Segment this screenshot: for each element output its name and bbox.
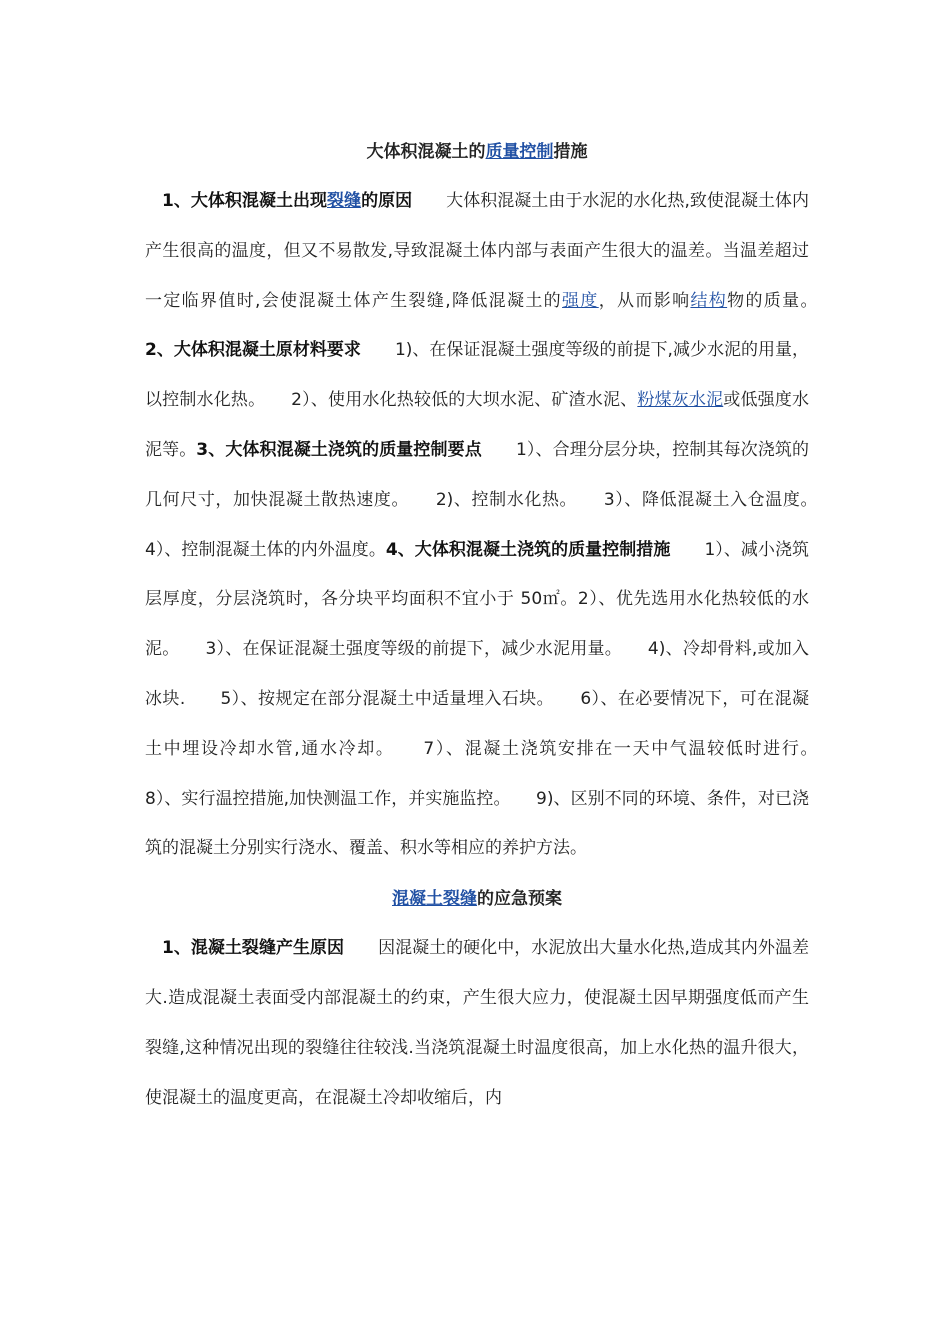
heading-crack-origin: 1、混凝土裂缝产生原因 bbox=[162, 938, 345, 959]
section-title-emergency-plan bbox=[145, 874, 809, 924]
section2-body bbox=[145, 924, 809, 1123]
body-text: 大体积混凝土由于水泥的水化热,致使混凝土体内产生很高的温度，但又不易散发,导致混凝土体内部与表面产生很大的温差。当温差超过一定临界值时,会使混凝土体产生裂缝,降低混凝土的 bbox=[145, 191, 809, 311]
title-text: 的应急预案 bbox=[477, 889, 562, 910]
link-structure[interactable]: 结构 bbox=[690, 290, 728, 311]
heading-crack-cause: 1、大体积混凝土出现裂缝的原因 bbox=[162, 191, 413, 211]
title-text: 大体积混凝土的 bbox=[366, 142, 486, 162]
body-text: 1)、在保证混凝土强度等级的前提下,减少水泥的用量，以控制水化热。 2）、使用水化热较低的大坝水泥、矿渣水泥、 bbox=[145, 340, 809, 411]
heading-pouring-measures: 4、大体积混凝土浇筑的质量控制措施 bbox=[385, 539, 671, 560]
title-text: 措施 bbox=[553, 142, 588, 162]
link-concrete-crack[interactable]: 混凝土裂缝 bbox=[392, 889, 477, 910]
section1-body bbox=[145, 177, 843, 874]
document-page bbox=[145, 127, 843, 1123]
body-text: 1）、合理分层分块，控制其每次浇筑的几何尺寸，加快混凝土散热速度。 2)、控制水化热。 3）、降低混凝土入仓温度。 4）、控制混凝土体的内外温度。 bbox=[145, 439, 843, 560]
link-quality-control[interactable]: 质量控制 bbox=[485, 142, 554, 162]
link-flyash-cement[interactable]: 粉煤灰水泥 bbox=[637, 390, 724, 411]
link-strength[interactable]: 强度 bbox=[562, 290, 599, 311]
body-text: 或低强度水泥等。 bbox=[145, 390, 810, 460]
body-text: ，从而影响 bbox=[598, 290, 691, 311]
section-title-quality-control bbox=[145, 127, 809, 177]
body-text: 物的质量。 bbox=[727, 290, 843, 311]
body-text: 因混凝土的硬化中，水泥放出大量水化热,造成其内外温差大.造成混凝土表面受内部混凝土的约束，产生很大应力，使混凝土因早期强度低而产生裂缝,这种情况出现的裂缝往往较浅.当浇筑混凝土时温度很高，加上水化热的温升很大，使混凝土的温度更高，在混凝土冷却收缩后，内 bbox=[145, 938, 809, 1108]
body-text: 1）、减小浇筑层厚度，分层浇筑时，各分块平均面积不宜小于 50㎡。2）、优先选用水化热较低的水泥。 3）、在保证混凝土强度等级的前提下，减少水泥用量。 4)、冷却骨料,或加入冰块. 5）、按规定在部分混凝土中适量埋入石块。 6）、在必要情况下，可在混凝土中埋设冷却水管,通水冷却。 7）、混凝土浇筑安排在一天中气温较低时进行。 8）、实行温控措施,加快测温工作，并实施监控。 9)、区别不同的环境、条件，对已浇筑的混凝土分别实行浇水、覆盖、积水等相应的养护方法。 bbox=[145, 539, 843, 859]
link-crack[interactable]: 裂缝 bbox=[327, 191, 362, 211]
heading-material-requirements: 2、大体积混凝土原材料要求 bbox=[145, 340, 361, 361]
heading-pouring-key-points: 3、大体积混凝土浇筑的质量控制要点 bbox=[196, 439, 482, 460]
